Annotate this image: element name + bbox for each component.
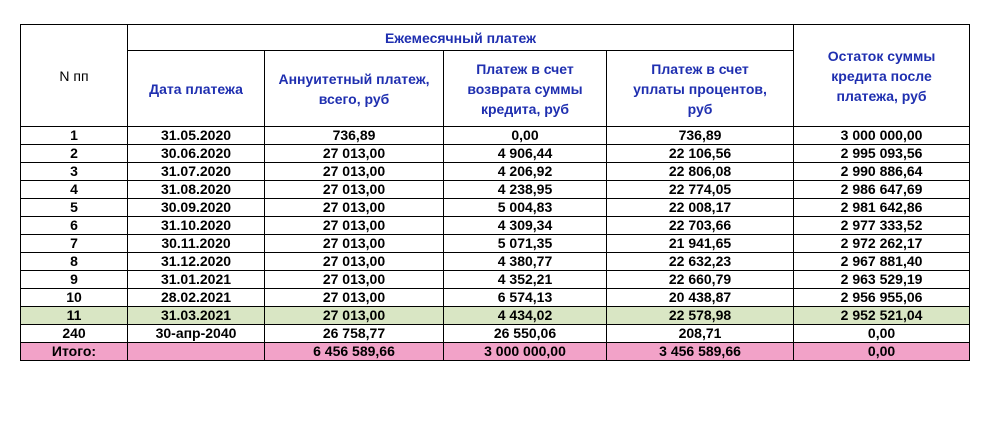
table-row: [21, 217, 970, 235]
total-principal: 3 000 000,00: [444, 343, 607, 361]
table-row: [21, 235, 970, 253]
total-balance: 0,00: [794, 343, 970, 361]
cell-date: 30.06.2020: [128, 145, 265, 163]
cell-annuity: 736,89: [265, 127, 444, 145]
cell-balance: 2 967 881,40: [794, 253, 970, 271]
cell-principal: 4 238,95: [444, 181, 607, 199]
cell-interest: 22 703,66: [607, 217, 794, 235]
header-date: Дата платежа: [128, 51, 265, 127]
cell-principal: 26 550,06: [444, 325, 607, 343]
cell-n: 5: [21, 199, 128, 217]
cell-annuity: 27 013,00: [265, 145, 444, 163]
cell-date: 31.07.2020: [128, 163, 265, 181]
cell-interest: 22 578,98: [607, 307, 794, 325]
cell-balance: 2 981 642,86: [794, 199, 970, 217]
cell-n: 11: [21, 307, 128, 325]
cell-principal: 4 380,77: [444, 253, 607, 271]
cell-principal: 5 004,83: [444, 199, 607, 217]
cell-balance: 2 986 647,69: [794, 181, 970, 199]
cell-annuity: 26 758,77: [265, 325, 444, 343]
cell-n: 8: [21, 253, 128, 271]
cell-annuity: 27 013,00: [265, 271, 444, 289]
cell-date: 31.03.2021: [128, 307, 265, 325]
cell-n: 9: [21, 271, 128, 289]
cell-n: 6: [21, 217, 128, 235]
table-row: [21, 181, 970, 199]
cell-n: 1: [21, 127, 128, 145]
total-row: [21, 343, 970, 361]
total-interest: 3 456 589,66: [607, 343, 794, 361]
total-date: [128, 343, 265, 361]
cell-date: 30-апр-2040: [128, 325, 265, 343]
cell-date: 31.08.2020: [128, 181, 265, 199]
cell-annuity: 27 013,00: [265, 163, 444, 181]
cell-principal: 4 352,21: [444, 271, 607, 289]
cell-balance: 3 000 000,00: [794, 127, 970, 145]
cell-balance: 2 952 521,04: [794, 307, 970, 325]
header-nn: N пп: [21, 25, 128, 127]
cell-interest: 736,89: [607, 127, 794, 145]
cell-interest: 208,71: [607, 325, 794, 343]
header-interest: Платеж в счет уплаты процентов, руб: [607, 51, 794, 127]
header-monthly-payment-group: Ежемесячный платеж: [128, 25, 794, 51]
cell-date: 31.05.2020: [128, 127, 265, 145]
cell-principal: 4 906,44: [444, 145, 607, 163]
cell-n: 7: [21, 235, 128, 253]
cell-n: 2: [21, 145, 128, 163]
cell-annuity: 27 013,00: [265, 289, 444, 307]
header-annuity: Аннуитетный платеж, всего, руб: [265, 51, 444, 127]
cell-principal: 0,00: [444, 127, 607, 145]
cell-annuity: 27 013,00: [265, 253, 444, 271]
cell-interest: 22 774,05: [607, 181, 794, 199]
cell-balance: 2 977 333,52: [794, 217, 970, 235]
cell-balance: 0,00: [794, 325, 970, 343]
table-row: [21, 253, 970, 271]
table-row: [21, 325, 970, 343]
table-row: [21, 163, 970, 181]
cell-interest: 20 438,87: [607, 289, 794, 307]
total-annuity: 6 456 589,66: [265, 343, 444, 361]
cell-annuity: 27 013,00: [265, 235, 444, 253]
cell-interest: 22 632,23: [607, 253, 794, 271]
cell-annuity: 27 013,00: [265, 217, 444, 235]
cell-date: 31.10.2020: [128, 217, 265, 235]
header-principal: Платеж в счет возврата суммы кредита, руб: [444, 51, 607, 127]
cell-n: 4: [21, 181, 128, 199]
cell-n: 3: [21, 163, 128, 181]
cell-date: 30.11.2020: [128, 235, 265, 253]
table-row: [21, 271, 970, 289]
cell-interest: 22 660,79: [607, 271, 794, 289]
cell-interest: 22 008,17: [607, 199, 794, 217]
cell-balance: 2 956 955,06: [794, 289, 970, 307]
cell-date: 30.09.2020: [128, 199, 265, 217]
cell-date: 31.01.2021: [128, 271, 265, 289]
cell-interest: 22 106,56: [607, 145, 794, 163]
table-row: [21, 127, 970, 145]
cell-date: 31.12.2020: [128, 253, 265, 271]
total-label: Итого:: [21, 343, 128, 361]
cell-n: 10: [21, 289, 128, 307]
cell-interest: 21 941,65: [607, 235, 794, 253]
cell-balance: 2 963 529,19: [794, 271, 970, 289]
cell-principal: 4 206,92: [444, 163, 607, 181]
cell-date: 28.02.2021: [128, 289, 265, 307]
cell-annuity: 27 013,00: [265, 307, 444, 325]
cell-annuity: 27 013,00: [265, 181, 444, 199]
cell-annuity: 27 013,00: [265, 199, 444, 217]
payment-schedule-table: [20, 24, 970, 361]
table-row: [21, 289, 970, 307]
header-balance: Остаток суммы кредита после платежа, руб: [794, 25, 970, 127]
cell-balance: 2 990 886,64: [794, 163, 970, 181]
cell-interest: 22 806,08: [607, 163, 794, 181]
cell-balance: 2 995 093,56: [794, 145, 970, 163]
cell-principal: 4 309,34: [444, 217, 607, 235]
table-row: [21, 199, 970, 217]
cell-principal: 4 434,02: [444, 307, 607, 325]
cell-principal: 6 574,13: [444, 289, 607, 307]
table-row: [21, 145, 970, 163]
table-row: [21, 307, 970, 325]
cell-n: 240: [21, 325, 128, 343]
cell-principal: 5 071,35: [444, 235, 607, 253]
cell-balance: 2 972 262,17: [794, 235, 970, 253]
